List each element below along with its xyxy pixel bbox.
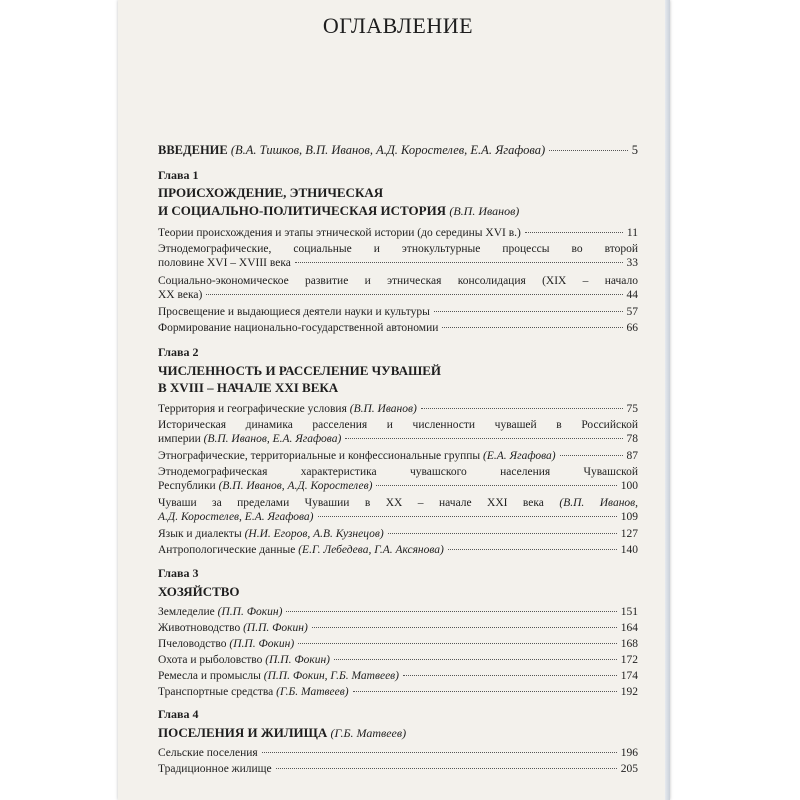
page-number: 196 bbox=[620, 747, 638, 759]
toc-entry bbox=[158, 496, 638, 524]
leader-dots bbox=[262, 752, 617, 753]
entry-title: Пчеловодство bbox=[158, 638, 227, 650]
entry-authors: (П.П. Фокин) bbox=[229, 638, 295, 650]
chapter-2-label: Глава 2 bbox=[158, 345, 199, 359]
leader-dots bbox=[549, 150, 628, 151]
entry-title: Этнографические, территориальные и конфессиональные группы bbox=[158, 450, 481, 462]
entry-title: Антропологические данные bbox=[158, 544, 296, 556]
leader-dots bbox=[376, 485, 616, 486]
entry-authors: (В.П. Иванов, А.Д. Коростелев) bbox=[218, 480, 373, 492]
chapter-4-title bbox=[158, 725, 638, 741]
page-number: 78 bbox=[626, 433, 638, 445]
page-number: 205 bbox=[620, 763, 638, 775]
entry-title: Язык и диалекты bbox=[158, 528, 242, 540]
entry-title: Просвещение и выдающиеся деятели науки и культуры bbox=[158, 306, 430, 318]
leader-dots bbox=[318, 516, 617, 517]
chapter-1-authors: (В.П. Иванов) bbox=[449, 204, 520, 218]
entry-authors-line-1: (В.П. Иванов, bbox=[559, 497, 639, 509]
leader-dots bbox=[334, 659, 617, 660]
page-number: 164 bbox=[620, 622, 638, 634]
toc-entry-intro bbox=[158, 143, 638, 157]
leader-dots bbox=[388, 533, 617, 534]
leader-dots bbox=[403, 675, 617, 676]
toc-entry bbox=[158, 465, 638, 493]
toc-entry bbox=[158, 621, 638, 635]
entry-title-line-2: XX века) bbox=[158, 289, 203, 301]
entry-authors-line-2: А.Д. Коростелев, Е.А. Ягафова) bbox=[158, 511, 314, 523]
chapter-1-title-line-2 bbox=[158, 203, 638, 219]
page-number: 151 bbox=[620, 606, 638, 618]
leader-dots bbox=[442, 327, 622, 328]
page-edge bbox=[665, 0, 670, 800]
toc-entry bbox=[158, 653, 638, 667]
entry-authors: (В.П. Иванов) bbox=[349, 403, 417, 415]
book-page bbox=[118, 0, 670, 800]
entry-authors: (П.П. Фокин, Г.Б. Матвеев) bbox=[263, 670, 399, 682]
leader-dots bbox=[421, 408, 623, 409]
chapter-1-title-text: И СОЦИАЛЬНО-ПОЛИТИЧЕСКАЯ ИСТОРИЯ bbox=[158, 203, 447, 218]
leader-dots bbox=[345, 438, 622, 439]
entry-title: Формирование национально-государственной автономии bbox=[158, 322, 439, 334]
page-number: 11 bbox=[626, 227, 638, 239]
chapter-4-label: Глава 4 bbox=[158, 707, 199, 721]
page-number: 172 bbox=[620, 654, 638, 666]
entry-title-line-1: Этнодемографическая характеристика чувашского населения Чувашской bbox=[158, 466, 638, 478]
page-number: 44 bbox=[626, 289, 638, 301]
entry-title: Животноводство bbox=[158, 622, 241, 634]
leader-dots bbox=[298, 643, 617, 644]
leader-dots bbox=[286, 611, 616, 612]
leader-dots bbox=[353, 691, 617, 692]
chapter-3-title: ХОЗЯЙСТВО bbox=[158, 584, 240, 599]
entry-title-line-1: Этнодемографические, социальные и этнокультурные процессы во второй bbox=[158, 243, 638, 255]
entry-title: Территория и географические условия bbox=[158, 403, 347, 415]
leader-dots bbox=[312, 627, 617, 628]
toc-entry bbox=[158, 685, 638, 699]
page-number: 127 bbox=[620, 528, 638, 540]
entry-title: Теории происхождения и этапы этнической истории (до середины XVI в.) bbox=[158, 227, 521, 239]
page-number: 66 bbox=[626, 322, 638, 334]
entry-authors: (П.П. Фокин) bbox=[217, 606, 283, 618]
entry-title: Транспортные средства bbox=[158, 686, 274, 698]
leader-dots bbox=[295, 262, 623, 263]
entry-title: Ремесла и промыслы bbox=[158, 670, 261, 682]
toc-entry bbox=[158, 402, 638, 416]
leader-dots bbox=[448, 549, 617, 550]
page-number: 140 bbox=[620, 544, 638, 556]
chapter-3-label: Глава 3 bbox=[158, 566, 199, 580]
toc-entry bbox=[158, 242, 638, 270]
page-title: ОГЛАВЛЕНИЕ bbox=[322, 13, 474, 38]
entry-title: Охота и рыболовство bbox=[158, 654, 263, 666]
leader-dots bbox=[276, 768, 617, 769]
page-number: 87 bbox=[626, 450, 638, 462]
leader-dots bbox=[560, 455, 623, 456]
entry-authors: (В.П. Иванов, Е.А. Ягафова) bbox=[203, 433, 342, 445]
chapter-1-label: Глава 1 bbox=[158, 168, 199, 182]
entry-title-line-2: половине XVI – XVIII века bbox=[158, 257, 291, 269]
toc-entry bbox=[158, 669, 638, 683]
entry-title-line-2: Республики bbox=[158, 480, 216, 492]
entry-title-line-2: империи bbox=[158, 433, 201, 445]
entry-title: Традиционное жилище bbox=[158, 763, 272, 775]
page-number: 174 bbox=[620, 670, 638, 682]
entry-authors: (Н.И. Егоров, А.В. Кузнецов) bbox=[244, 528, 384, 540]
chapter-1-title-line-1: ПРОИСХОЖДЕНИЕ, ЭТНИЧЕСКАЯ bbox=[158, 185, 384, 200]
page-number: 5 bbox=[631, 143, 638, 157]
entry-title-line-1: Социально-экономическое развитие и этническая консолидация (XIX – начало bbox=[158, 275, 638, 287]
entry-title-line-1: Историческая динамика расселения и численности чувашей в Российской bbox=[158, 419, 638, 431]
toc-entry bbox=[158, 274, 638, 302]
toc-entry bbox=[158, 305, 638, 319]
toc-entry bbox=[158, 418, 638, 446]
entry-authors: (П.П. Фокин) bbox=[243, 622, 308, 634]
toc-entry bbox=[158, 746, 638, 760]
toc-entry bbox=[158, 637, 638, 651]
entry-authors: (Е.А. Ягафова) bbox=[483, 450, 556, 462]
chapter-2-title-line-1: ЧИСЛЕННОСТЬ И РАССЕЛЕНИЕ ЧУВАШЕЙ bbox=[158, 363, 442, 378]
toc-entry bbox=[158, 527, 638, 541]
chapter-4-authors: (Г.Б. Матвеев) bbox=[330, 726, 407, 740]
entry-authors: (П.П. Фокин) bbox=[265, 654, 331, 666]
intro-label: ВВЕДЕНИЕ bbox=[158, 143, 228, 157]
page-number: 192 bbox=[620, 686, 638, 698]
page-number: 57 bbox=[626, 306, 638, 318]
page-number: 75 bbox=[626, 403, 638, 415]
intro-authors: (В.А. Тишков, В.П. Иванов, А.Д. Коростелев, Е.А. Ягафова) bbox=[230, 143, 546, 157]
entry-authors: (Е.Г. Лебедева, Г.А. Аксянова) bbox=[298, 544, 444, 556]
toc-entry bbox=[158, 543, 638, 557]
page-number: 109 bbox=[620, 511, 638, 523]
page-number: 33 bbox=[626, 257, 638, 269]
toc-entry bbox=[158, 449, 638, 463]
chapter-2-title-line-2: В XVIII – НАЧАЛЕ XXI ВЕКА bbox=[158, 380, 339, 395]
entry-title: Земледелие bbox=[158, 606, 215, 618]
page-number: 168 bbox=[620, 638, 638, 650]
leader-dots bbox=[525, 232, 623, 233]
chapter-4-title-text: ПОСЕЛЕНИЯ И ЖИЛИЩА bbox=[158, 725, 328, 740]
toc-entry bbox=[158, 226, 638, 240]
entry-title: Сельские поселения bbox=[158, 747, 258, 759]
page-number: 100 bbox=[620, 480, 638, 492]
entry-title-line-1: Чуваши за пределами Чувашии в XX – начале XXI века bbox=[158, 497, 544, 509]
leader-dots bbox=[206, 294, 622, 295]
toc-entry bbox=[158, 605, 638, 619]
toc-entry bbox=[158, 762, 638, 776]
toc-entry bbox=[158, 321, 638, 335]
entry-authors: (Г.Б. Матвеев) bbox=[276, 686, 349, 698]
leader-dots bbox=[434, 311, 623, 312]
